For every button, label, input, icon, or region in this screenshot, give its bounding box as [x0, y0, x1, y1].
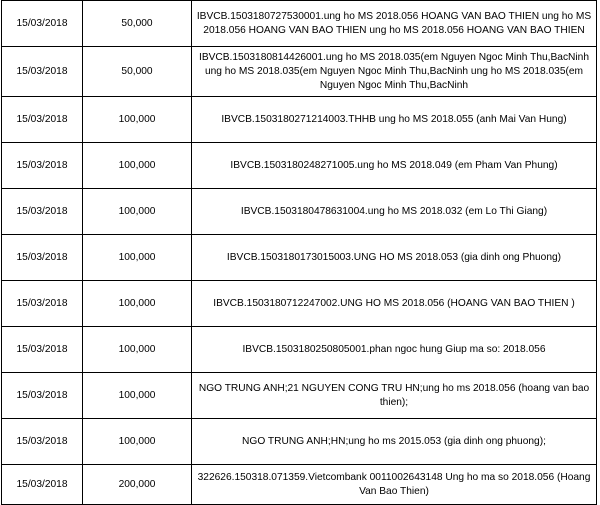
table-row [2, 465, 597, 505]
date-cell: 15/03/2018 [2, 327, 83, 373]
amount-cell: 50,000 [83, 1, 192, 47]
description-cell: 322626.150318.071359.Vietcombank 0011002643148 Ung ho ma so 2018.056 (Hoang Van Bao Thien) [192, 465, 597, 505]
description-cell: NGO TRUNG ANH;HN;ung ho ms 2015.053 (gia dinh ong phuong); [192, 419, 597, 465]
description-cell: IBVCB.1503180814426001.ung ho MS 2018.035(em Nguyen Ngoc Minh Thu,BacNinh ung ho MS 2018.035(em Nguyen Ngoc Minh Thu,BacNinh ung ho MS 2018.035(em Nguyen Ngoc Minh Thu,BacNinh [192, 47, 597, 97]
table-row [2, 47, 597, 97]
table-row [2, 235, 597, 281]
date-cell: 15/03/2018 [2, 47, 83, 97]
table-row [2, 143, 597, 189]
date-cell: 15/03/2018 [2, 143, 83, 189]
date-cell: 15/03/2018 [2, 235, 83, 281]
amount-cell: 50,000 [83, 47, 192, 97]
table-row [2, 373, 597, 419]
amount-cell: 100,000 [83, 373, 192, 419]
date-cell: 15/03/2018 [2, 419, 83, 465]
date-cell: 15/03/2018 [2, 1, 83, 47]
table-row [2, 189, 597, 235]
date-cell: 15/03/2018 [2, 373, 83, 419]
amount-cell: 100,000 [83, 235, 192, 281]
amount-cell: 100,000 [83, 327, 192, 373]
amount-cell: 200,000 [83, 465, 192, 505]
date-cell: 15/03/2018 [2, 97, 83, 143]
date-cell: 15/03/2018 [2, 189, 83, 235]
description-cell: IBVCB.1503180248271005.ung ho MS 2018.049 (em Pham Van Phung) [192, 143, 597, 189]
description-cell: IBVCB.1503180727530001.ung ho MS 2018.056 HOANG VAN BAO THIEN ung ho MS 2018.056 HOANG VAN BAO THIEN ung ho MS 2018.056 HOANG VAN BAO THIEN [192, 1, 597, 47]
table-row [2, 1, 597, 47]
amount-cell: 100,000 [83, 189, 192, 235]
amount-cell: 100,000 [83, 281, 192, 327]
description-cell: IBVCB.1503180712247002.UNG HO MS 2018.056 (HOANG VAN BAO THIEN ) [192, 281, 597, 327]
description-cell: IBVCB.1503180250805001.phan ngoc hung Giup ma so: 2018.056 [192, 327, 597, 373]
description-cell: NGO TRUNG ANH;21 NGUYEN CONG TRU HN;ung ho ms 2018.056 (hoang van bao thien); [192, 373, 597, 419]
date-cell: 15/03/2018 [2, 281, 83, 327]
description-cell: IBVCB.1503180478631004.ung ho MS 2018.032 (em Lo Thi Giang) [192, 189, 597, 235]
table-row [2, 97, 597, 143]
description-cell: IBVCB.1503180271214003.THHB ung ho MS 2018.055 (anh Mai Van Hung) [192, 97, 597, 143]
description-cell: IBVCB.1503180173015003.UNG HO MS 2018.053 (gia dinh ong Phuong) [192, 235, 597, 281]
amount-cell: 100,000 [83, 419, 192, 465]
donation-table [1, 0, 597, 505]
amount-cell: 100,000 [83, 143, 192, 189]
table-row [2, 281, 597, 327]
date-cell: 15/03/2018 [2, 465, 83, 505]
amount-cell: 100,000 [83, 97, 192, 143]
table-row [2, 419, 597, 465]
table-row [2, 327, 597, 373]
